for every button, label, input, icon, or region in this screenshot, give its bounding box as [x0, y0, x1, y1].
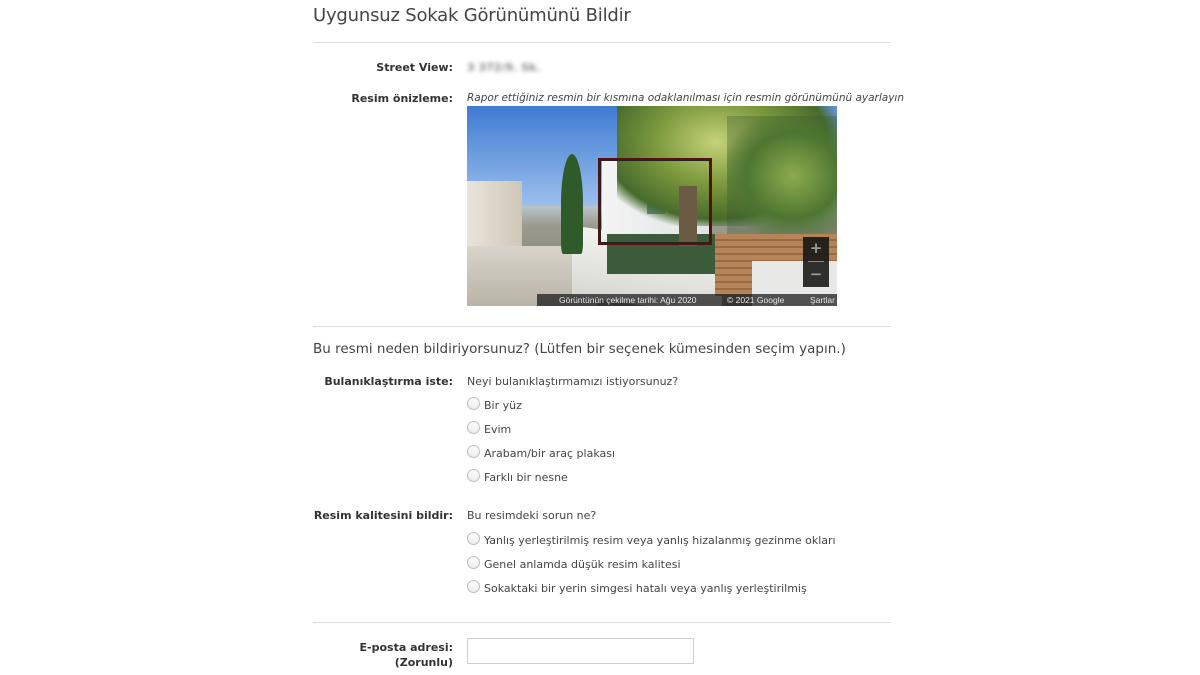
radio-label: Genel anlamda düşük resim kalitesi: [484, 558, 681, 571]
quality-report-label: Resim kalitesini bildir:: [313, 509, 453, 522]
copyright: © 2021 Google: [727, 295, 785, 305]
blur-request-prompt: Neyi bulanıklaştırmamızı istiyorsunuz?: [467, 375, 679, 388]
street-view-preview[interactable]: [467, 106, 837, 306]
radio-label: Yanlış yerleştirilmiş resim veya yanlış hizalanmış gezinme okları: [484, 534, 836, 547]
radio-button[interactable]: [467, 445, 480, 458]
radio-label: Arabam/bir araç plakası: [484, 447, 616, 460]
zoom-in-button[interactable]: +: [809, 239, 823, 257]
radio-button[interactable]: [467, 556, 480, 569]
page-title: Uygunsuz Sokak Görünümünü Bildir: [313, 5, 631, 26]
reason-question: Bu resmi neden bildiriyorsunuz? (Lütfen bir seçenek kümesinden seçim yapın.): [313, 341, 846, 357]
capture-date: Görüntünün çekilme tarihi: Ağu 2020: [559, 295, 697, 305]
divider: [313, 326, 891, 327]
zoom-out-button[interactable]: −: [809, 265, 823, 283]
radio-button[interactable]: [467, 397, 480, 410]
radio-blur-home[interactable]: [467, 422, 511, 437]
email-label: E-posta adresi:: [359, 641, 453, 654]
radio-label: Sokaktaki bir yerin simgesi hatalı veya yanlış yerleştirilmiş: [484, 582, 807, 595]
radio-button[interactable]: [467, 421, 480, 434]
terms-link[interactable]: Şartlar: [809, 295, 835, 305]
radio-button[interactable]: [467, 580, 480, 593]
zoom-control: [803, 237, 829, 287]
focus-selection-box[interactable]: [598, 158, 712, 245]
attribution-bar: [537, 294, 837, 306]
zoom-divider: [808, 261, 824, 262]
divider: [313, 622, 891, 623]
radio-low-quality[interactable]: [467, 557, 681, 572]
preview-palm-right: [727, 116, 837, 236]
radio-wrong-place-icon[interactable]: [467, 581, 807, 596]
divider: [313, 42, 891, 43]
blur-request-label: Bulanıklaştırma iste:: [324, 375, 453, 388]
preview-cypress: [561, 154, 583, 254]
radio-label: Bir yüz: [484, 399, 522, 412]
radio-blur-other-object[interactable]: [467, 470, 568, 485]
radio-blur-face[interactable]: [467, 398, 522, 413]
radio-button[interactable]: [467, 469, 480, 482]
email-required-note: (Zorunlu): [394, 656, 453, 669]
radio-button[interactable]: [467, 532, 480, 545]
radio-label: Farklı bir nesne: [484, 471, 568, 484]
image-preview-label: Resim önizleme:: [351, 92, 453, 105]
image-preview-hint: Rapor ettiğiniz resmin bir kısmına odaklanılması için resmin görünümünü ayarlayın: [467, 92, 905, 104]
street-view-label: Street View:: [376, 61, 453, 74]
street-view-address: 3 372/9. Sk.: [467, 61, 541, 74]
radio-blur-car-plate[interactable]: [467, 446, 615, 461]
quality-report-prompt: Bu resimdeki sorun ne?: [467, 509, 597, 522]
radio-label: Evim: [484, 423, 512, 436]
email-input[interactable]: [467, 638, 694, 664]
radio-misplaced-image[interactable]: [467, 533, 836, 548]
